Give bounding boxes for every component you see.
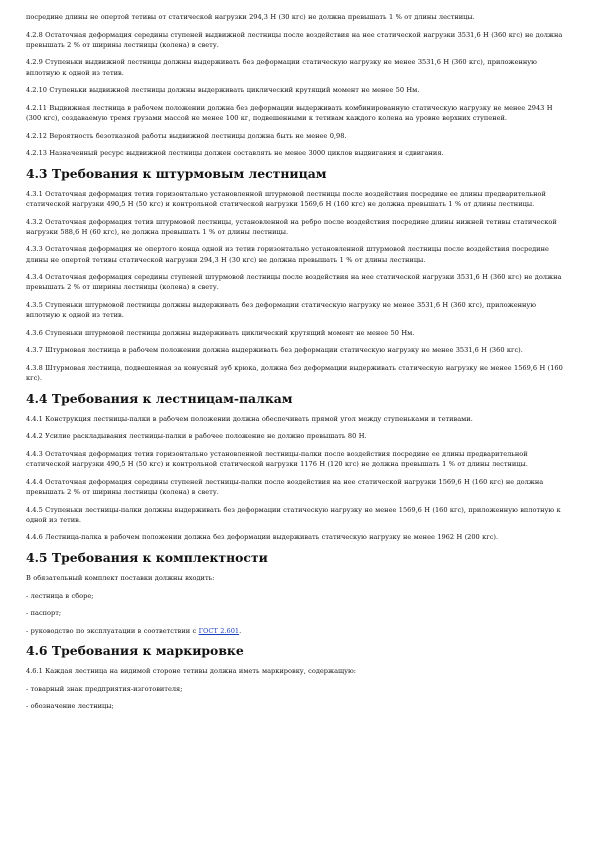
list-item-punctuation: . xyxy=(239,626,242,635)
paragraph-4-2-9: 4.2.9 Ступеньки выдвижной лестницы должны выдерживать без деформации статическую нагрузку не менее 3531,6 Н (360 кгс), приложенную вплотную к одной из тетив. xyxy=(26,58,537,77)
paragraph-4-2-11: 4.2.11 Выдвижная лестница в рабочем положении должна без деформации выдерживать комбинированную статическую нагрузку не менее 2943 Н (300 кгс), создаваемую тремя грузами массой не менее 100 кг, подвешенными к тетивам каждого колена на уровне верхних ступеней. xyxy=(26,103,553,122)
heading-4-5: 4.5 Требования к комплектности xyxy=(26,549,268,565)
heading-4-4: 4.4 Требования к лестницам-палкам xyxy=(26,390,293,406)
paragraph-4-3-8: 4.3.8 Штурмовая лестница, подвешенная за конусный зуб крюка, должна без деформации выдерживать статическую нагрузку не менее 1569,6 Н (160 кгс). xyxy=(26,363,563,383)
paragraph-4-2-12: 4.2.12 Вероятность безотказной работы выдвижной лестницы должна быть не менее 0,98. xyxy=(26,131,347,140)
paragraph-4-4-3: 4.4.3 Остаточная деформация тетив горизонтально установленной лестницы-палки после воздействия посредине ее длины предварительной статической нагрузки 490,5 Н (50 кгс) и контрольной статической нагрузки 1176 Н (120 кгс) не должна превышать 1 % от длины лестницы. xyxy=(26,449,528,469)
list-item-manual xyxy=(26,626,570,636)
gost-2-601-link[interactable]: ГОСТ 2.601 xyxy=(198,626,240,635)
paragraph-4-2-13: 4.2.13 Назначенный ресурс выдвижной лестницы должен составлять не менее 3000 циклов выдвигания и сдвигания. xyxy=(26,149,444,158)
paragraph-4-4-1: 4.4.1 Конструкция лестницы-палки в рабочем положении должна обеспечивать прямой угол между ступеньками и тетивами. xyxy=(26,414,473,423)
list-item-passport: - паспорт; xyxy=(26,609,62,618)
list-item-text: - руководство по эксплуатации в соответствии с xyxy=(26,626,199,635)
paragraph-4-3-6: 4.3.6 Ступеньки штурмовой лестницы должны выдерживать циклический крутящий момент не менее 50 Нм. xyxy=(26,328,415,337)
paragraph-4-6-1: 4.6.1 Каждая лестница на видимой стороне тетивы должна иметь маркировку, содержащую: xyxy=(26,667,356,676)
paragraph-4-4-6: 4.4.6 Лестница-палка в рабочем положении должна без деформации выдерживать статическую нагрузку не менее 1962 Н (200 кгс). xyxy=(26,533,499,542)
paragraph-4-2-7-tail: посредине длины не опертой тетивы от статической нагрузки 294,3 Н (30 кгс) не должна превышать 1 % от длины лестницы. xyxy=(26,13,475,21)
paragraph-4-3-3: 4.3.3 Остаточная деформация не опертого конца одной из тетив горизонтально установленной штурмовой лестницы после воздействия посредине длины не опертой тетивы статической нагрузки 294,3 Н (30 кгс) не должна превышать 1 % от длины лестницы. xyxy=(26,245,549,264)
paragraph-4-3-1: 4.3.1 Остаточная деформация тетив горизонтально установленной штурмовой лестницы после воздействия посредине ее длины предварительной статической нагрузки 490,5 Н (50 кгс) и контрольной статической нагрузки 1569,6 Н (160 кгс) не должна превышать 1 % от длины лестницы. xyxy=(26,189,546,208)
document-page xyxy=(26,12,570,719)
list-item-designation: - обозначение лестницы; xyxy=(26,702,114,711)
heading-4-6: 4.6 Требования к маркировке xyxy=(26,643,244,659)
paragraph-4-4-2: 4.4.2 Усилие раскладывания лестницы-палки в рабочее положение не должно превышать 80 Н. xyxy=(26,432,367,441)
paragraph-4-5-intro: В обязательный комплект поставки должны входить: xyxy=(26,573,215,582)
paragraph-4-3-7: 4.3.7 Штурмовая лестница в рабочем положении должна выдерживать без деформации статическую нагрузку не менее 3531,6 Н (360 кгс). xyxy=(26,346,523,355)
paragraph-4-2-8: 4.2.8 Остаточная деформация середины ступеней выдвижной лестницы после воздействия на нее статической нагрузки 3531,6 Н (360 кгс) не должна превышать 2 % от ширины лестницы (колена) в свету. xyxy=(26,30,563,49)
paragraph-4-2-10: 4.2.10 Ступеньки выдвижной лестницы должны выдерживать циклический крутящий момент не менее 50 Нм. xyxy=(26,86,420,95)
paragraph-4-4-5: 4.4.5 Ступеньки лестницы-палки должны выдерживать без деформации статическую нагрузку не менее 1569,6 Н (160 кгс), приложенную вплотную к одной из тетив. xyxy=(26,505,561,524)
paragraph-4-3-5: 4.3.5 Ступеньки штурмовой лестницы должны выдерживать без деформации статическую нагрузку не менее 3531,6 Н (360 кгс), приложенную вплотную к одной из тетив. xyxy=(26,300,537,320)
paragraph-4-3-2: 4.3.2 Остаточная деформация тетив штурмовой лестницы, установленной на ребро после воздействия посредине длины нижней тетивы статической нагрузки 588,6 Н (60 кгс), не должна превышать 1 % от длины лестницы. xyxy=(26,217,557,236)
paragraph-4-4-4: 4.4.4 Остаточная деформация середины ступеней лестницы-палки после воздействия на нее статической нагрузки 1569,6 Н (160 кгс) не должна превышать 2 % от ширины лестницы (колена) в свету. xyxy=(26,477,544,496)
list-item-ladder: - лестница в сборе; xyxy=(26,591,94,600)
paragraph-4-3-4: 4.3.4 Остаточная деформация середины ступеней штурмовой лестницы после воздействия на нее статической нагрузки 3531,6 Н (360 кгс) не должна превышать 2 % от ширины лестницы (колена) в свету. xyxy=(26,273,562,292)
list-item-trademark: - товарный знак предприятия-изготовителя; xyxy=(26,684,183,693)
heading-4-3: 4.3 Требования к штурмовым лестницам xyxy=(26,165,327,181)
